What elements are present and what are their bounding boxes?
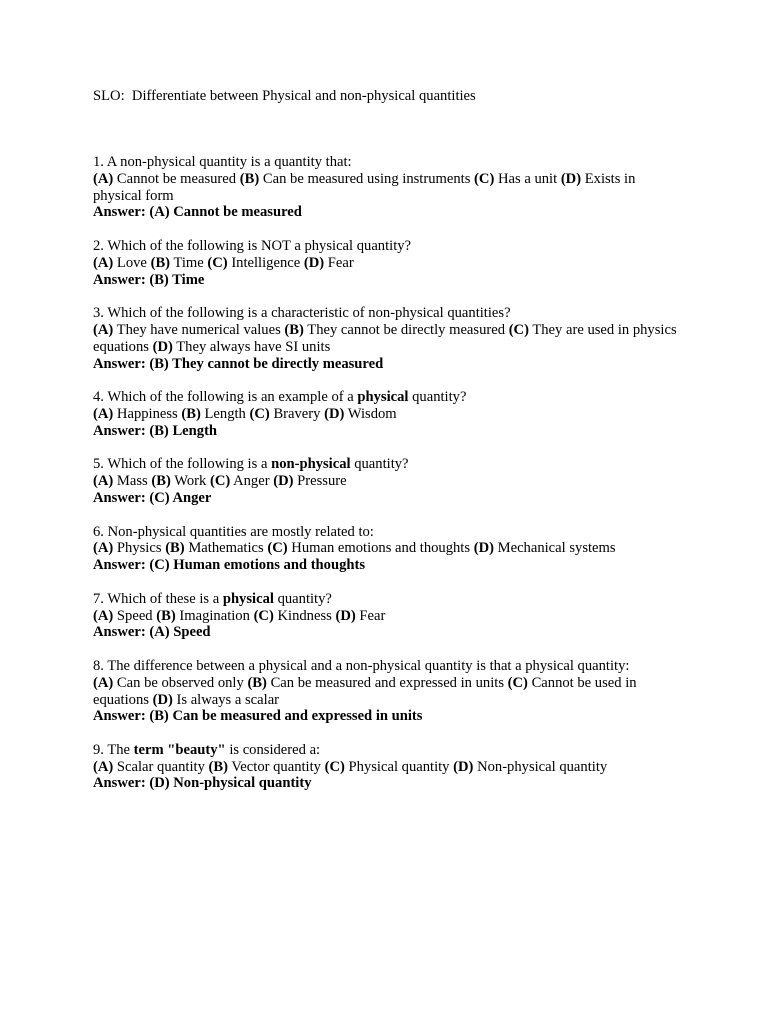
options-line bbox=[93, 608, 683, 625]
option-letter: (D) bbox=[152, 691, 173, 708]
question-block bbox=[93, 658, 683, 725]
question-text-part: 4. Which of the following is an example of a bbox=[93, 389, 358, 406]
question-list bbox=[93, 154, 683, 809]
option-text: Non-physical quantity bbox=[477, 758, 608, 775]
answer-line: Answer: (B) Can be measured and expressed in units bbox=[93, 708, 423, 725]
option-text: Mathematics bbox=[188, 540, 264, 557]
option-letter: (A) bbox=[93, 170, 114, 187]
question-text bbox=[93, 154, 683, 171]
option-letter: (A) bbox=[93, 321, 114, 338]
option-letter: (C) bbox=[474, 170, 495, 187]
question-block bbox=[93, 389, 683, 439]
option-text: Work bbox=[174, 473, 207, 490]
question-text-part: quantity? bbox=[408, 389, 467, 406]
option-letter: (A) bbox=[93, 473, 114, 490]
options-line bbox=[93, 171, 683, 205]
option-letter: (D) bbox=[324, 405, 345, 422]
option-text: Can be measured and expressed in units bbox=[270, 674, 504, 691]
question-block bbox=[93, 154, 683, 221]
question-emphasis: physical bbox=[357, 389, 409, 406]
option-letter: (B) bbox=[284, 321, 304, 338]
option-text: Vector quantity bbox=[231, 758, 321, 775]
answer-line: Answer: (C) Human emotions and thoughts bbox=[93, 557, 366, 574]
question-emphasis: term "beauty" bbox=[133, 741, 226, 758]
option-text: They have numerical values bbox=[116, 321, 281, 338]
option-letter: (D) bbox=[303, 254, 325, 271]
question-text-part: 9. The bbox=[93, 741, 134, 758]
question-text bbox=[93, 238, 683, 255]
question-text-part: 8. The difference between a physical and a non-physical quantity is that a physical quantity: bbox=[93, 657, 630, 674]
question-text-part: 6. Non-physical quantities are mostly related to: bbox=[93, 523, 374, 540]
question-block bbox=[93, 591, 683, 641]
option-letter: (C) bbox=[324, 758, 345, 775]
option-text: Happiness bbox=[116, 405, 178, 422]
options-line bbox=[93, 406, 683, 423]
question-block bbox=[93, 742, 683, 792]
option-text: Pressure bbox=[297, 473, 347, 490]
question-text-part: 5. Which of the following is a bbox=[93, 456, 272, 473]
answer-line: Answer: (A) Speed bbox=[93, 624, 211, 641]
question-text bbox=[93, 389, 683, 406]
option-letter: (B) bbox=[151, 473, 171, 490]
question-text bbox=[93, 658, 683, 675]
option-letter: (B) bbox=[165, 540, 185, 557]
question-text-part: 1. A non-physical quantity is a quantity that: bbox=[93, 154, 352, 170]
option-text: Physics bbox=[116, 540, 162, 557]
option-letter: (B) bbox=[181, 405, 201, 422]
option-letter: (A) bbox=[93, 674, 114, 691]
slo-heading: SLO: Differentiate between Physical and non-physical quantities bbox=[93, 88, 476, 104]
question-block bbox=[93, 524, 683, 574]
option-letter: (D) bbox=[335, 607, 356, 624]
question-text bbox=[93, 591, 683, 608]
answer-line: Answer: (C) Anger bbox=[93, 489, 212, 506]
option-text: Physical quantity bbox=[348, 758, 450, 775]
answer-line: Answer: (B) Length bbox=[93, 422, 218, 439]
option-letter: (C) bbox=[267, 540, 288, 557]
question-block bbox=[93, 305, 683, 372]
option-letter: (C) bbox=[507, 674, 528, 691]
option-text: Cannot be used in equations bbox=[93, 674, 637, 708]
answer-line: Answer: (B) Time bbox=[93, 271, 205, 288]
question-emphasis: physical bbox=[222, 590, 274, 607]
option-text: Bravery bbox=[273, 405, 321, 422]
question-text-part: 7. Which of these is a bbox=[93, 590, 223, 607]
option-text: Can be observed only bbox=[116, 674, 244, 691]
option-letter: (C) bbox=[207, 254, 228, 271]
question-text bbox=[93, 305, 683, 322]
option-letter: (D) bbox=[473, 540, 494, 557]
option-text: Human emotions and thoughts bbox=[291, 540, 471, 557]
option-text: Kindness bbox=[277, 607, 332, 624]
option-letter: (C) bbox=[209, 473, 231, 490]
option-letter: (B) bbox=[156, 607, 176, 624]
option-text: Mass bbox=[116, 473, 148, 490]
option-text: Scalar quantity bbox=[116, 758, 205, 775]
answer-line: Answer: (A) Cannot be measured bbox=[93, 204, 302, 221]
answer-line: Answer: (B) They cannot be directly measured bbox=[93, 355, 384, 372]
question-text-part: quantity? bbox=[273, 590, 332, 607]
option-text: Exists in physical form bbox=[93, 170, 636, 204]
option-text: Mechanical systems bbox=[497, 540, 616, 557]
option-text: Cannot be measured bbox=[116, 170, 237, 187]
question-text-part: 2. Which of the following is NOT a physical quantity? bbox=[93, 237, 412, 254]
option-text: Time bbox=[173, 254, 204, 271]
question-block bbox=[93, 238, 683, 288]
option-text: Is always a scalar bbox=[176, 691, 280, 708]
option-letter: (D) bbox=[453, 758, 474, 775]
answer-line: Answer: (D) Non-physical quantity bbox=[93, 775, 312, 792]
question-text bbox=[93, 524, 683, 541]
question-emphasis: non-physical bbox=[271, 456, 351, 473]
option-letter: (A) bbox=[93, 540, 114, 557]
option-text: Can be measured using instruments bbox=[262, 170, 471, 187]
option-text: Anger bbox=[233, 473, 270, 490]
option-letter: (A) bbox=[93, 405, 114, 422]
option-letter: (D) bbox=[560, 170, 582, 187]
question-text bbox=[93, 742, 683, 759]
option-letter: (A) bbox=[93, 758, 114, 775]
option-letter: (B) bbox=[208, 758, 228, 775]
option-text: Fear bbox=[327, 254, 354, 271]
option-text: They are used in physics equations bbox=[93, 321, 677, 355]
option-letter: (B) bbox=[150, 254, 171, 271]
question-text-part: 3. Which of the following is a characteristic of non-physical quantities? bbox=[93, 305, 511, 322]
options-line bbox=[93, 540, 683, 557]
option-letter: (C) bbox=[508, 321, 529, 338]
option-letter: (B) bbox=[247, 674, 267, 691]
option-text: Love bbox=[116, 254, 147, 271]
option-text: Has a unit bbox=[497, 170, 558, 187]
question-text-part: is considered a: bbox=[225, 741, 321, 758]
option-letter: (C) bbox=[253, 607, 274, 624]
option-letter: (D) bbox=[273, 473, 294, 490]
question-text-part: quantity? bbox=[350, 456, 409, 473]
option-text: Length bbox=[204, 405, 246, 422]
question-block bbox=[93, 456, 683, 506]
question-text bbox=[93, 456, 683, 473]
option-text: They cannot be directly measured bbox=[307, 321, 506, 338]
options-line bbox=[93, 255, 683, 272]
option-text: They always have SI units bbox=[176, 338, 331, 355]
option-text: Wisdom bbox=[347, 405, 397, 422]
options-line bbox=[93, 473, 683, 490]
option-text: Intelligence bbox=[231, 254, 301, 271]
option-letter: (C) bbox=[249, 405, 270, 422]
option-letter: (B) bbox=[239, 170, 260, 187]
options-line bbox=[93, 322, 683, 356]
option-text: Fear bbox=[359, 607, 386, 624]
options-line bbox=[93, 675, 683, 709]
option-letter: (A) bbox=[93, 607, 114, 624]
options-line bbox=[93, 759, 683, 776]
option-letter: (A) bbox=[93, 254, 114, 271]
option-letter: (D) bbox=[152, 338, 173, 355]
option-text: Imagination bbox=[179, 607, 250, 624]
option-text: Speed bbox=[116, 607, 153, 624]
